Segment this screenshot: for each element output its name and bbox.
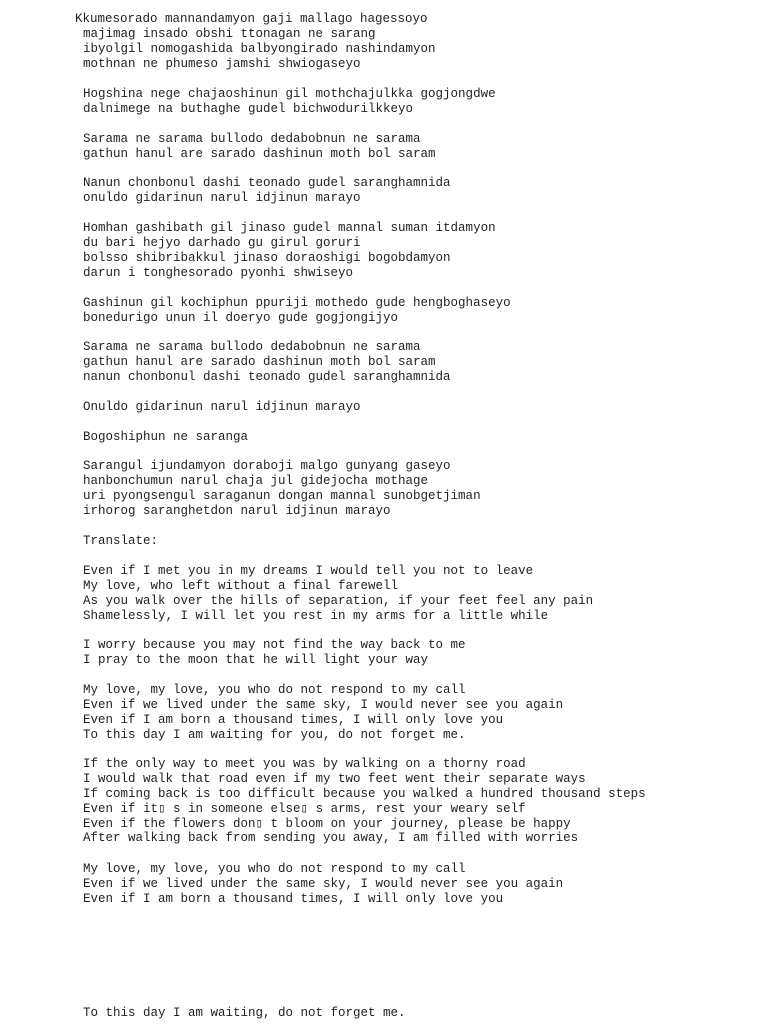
stanza-6	[83, 296, 511, 326]
text-line: Gashinun gil kochiphun ppuriji mothedo gude hengboghaseyo	[83, 296, 511, 310]
text-line: Homhan gashibath gil jinaso gudel mannal suman itdamyon	[83, 221, 496, 235]
text-line: My love, my love, you who do not respond to my call	[83, 683, 466, 697]
text-line: Bogoshiphun ne saranga	[83, 430, 249, 444]
text-line: Even if the flowers don▯ t bloom on your journey, please be happy	[83, 816, 571, 831]
text-line: Even if we lived under the same sky, I would never see you again	[83, 876, 564, 891]
text-line: gathun hanul are sarado dashinun moth bol saram	[83, 354, 436, 369]
text-line: darun i tonghesorado pyonhi shwiseyo	[83, 265, 354, 280]
text-line: dalnimege na buthaghe gudel bichwodurilkkeyo	[83, 101, 414, 116]
text-line: Even if I am born a thousand times, I will only love you	[83, 712, 504, 727]
text-line: majimag insado obshi ttonagan ne sarang	[83, 26, 376, 41]
text-line: Kkumesorado mannandamyon gaji mallago hagessoyo	[75, 12, 428, 26]
text-line: Even if I am born a thousand times, I will only love you	[83, 891, 504, 906]
text-line: If coming back is too difficult because you walked a hundred thousand steps	[83, 786, 646, 801]
text-line: onuldo gidarinun narul idjinun marayo	[83, 190, 361, 205]
text-line: I pray to the moon that he will light your way	[83, 652, 429, 667]
text-line: uri pyongsengul saraganun dongan mannal sunobgetjiman	[83, 488, 481, 503]
stanza-11	[83, 564, 593, 624]
text-line: Even if I met you in my dreams I would tell you not to leave	[83, 564, 534, 578]
text-line: bonedurigo unun il doeryo gude gogjongijyo	[83, 310, 399, 325]
text-line: I would walk that road even if my two feet went their separate ways	[83, 771, 586, 786]
text-line: To this day I am waiting, do not forget me.	[83, 1006, 406, 1020]
text-line: nanun chonbonul dashi teonado gudel saranghamnida	[83, 369, 451, 384]
text-line: After walking back from sending you away, I am filled with worries	[83, 831, 579, 846]
stanza-1	[75, 12, 436, 72]
stanza-12	[83, 638, 466, 668]
text-line: If the only way to meet you was by walking on a thorny road	[83, 757, 526, 771]
final-line	[83, 1006, 406, 1021]
stanza-7	[83, 340, 451, 385]
text-line: Nanun chonbonul dashi teonado gudel saranghamnida	[83, 176, 451, 190]
stanza-13	[83, 683, 563, 743]
stanza-4	[83, 176, 451, 206]
text-line: hanbonchumun narul chaja jul gidejocha mothage	[83, 473, 429, 488]
text-line: I worry because you may not find the way back to me	[83, 638, 466, 652]
text-line: My love, who left without a final farewell	[83, 578, 399, 593]
text-line: ibyolgil nomogashida balbyongirado nashindamyon	[83, 41, 436, 56]
text-line: Shamelessly, I will let you rest in my arms for a little while	[83, 608, 549, 623]
stanza-5	[83, 221, 496, 281]
stanza-9	[83, 430, 248, 445]
text-line: mothnan ne phumeso jamshi shwiogaseyo	[83, 56, 361, 71]
stanza-10	[83, 459, 481, 519]
text-line: My love, my love, you who do not respond to my call	[83, 862, 466, 876]
text-line: Even if it▯ s in someone else▯ s arms, rest your weary self	[83, 801, 526, 816]
text-line: Hogshina nege chajaoshinun gil mothchajulkka gogjongdwe	[83, 87, 496, 101]
text-line: Sarangul ijundamyon doraboji malgo gunyang gaseyo	[83, 459, 451, 473]
text-line: Sarama ne sarama bullodo dedabobnun ne sarama	[83, 132, 421, 146]
text-line: To this day I am waiting for you, do not forget me.	[83, 727, 466, 742]
text-line: Translate:	[83, 534, 159, 548]
text-line: bolsso shibribakkul jinaso doraoshigi bogobdamyon	[83, 250, 451, 265]
text-line: As you walk over the hills of separation, if your feet feel any pain	[83, 593, 594, 608]
stanza-15	[83, 862, 563, 907]
stanza-2	[83, 87, 496, 117]
text-line: gathun hanul are sarado dashinun moth bol saram	[83, 146, 436, 161]
text-line: Even if we lived under the same sky, I would never see you again	[83, 697, 564, 712]
text-line: Sarama ne sarama bullodo dedabobnun ne sarama	[83, 340, 421, 354]
text-line: du bari hejyo darhado gu girul goruri	[83, 235, 361, 250]
stanza-3	[83, 132, 436, 162]
stanza-8	[83, 400, 361, 415]
text-line: Onuldo gidarinun narul idjinun marayo	[83, 400, 361, 414]
translate-heading	[83, 534, 158, 549]
text-line: irhorog saranghetdon narul idjinun marayo	[83, 503, 391, 518]
stanza-14	[83, 757, 646, 846]
